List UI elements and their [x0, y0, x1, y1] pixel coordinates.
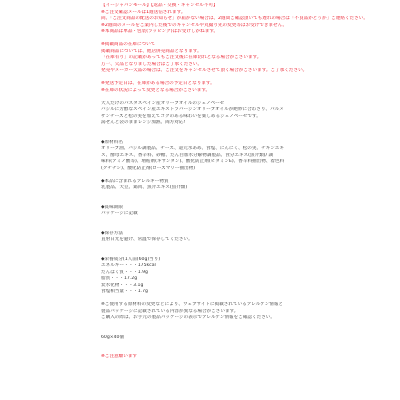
- ingredients-line: 味料(アミノ酸等)、増粘剤(キサンタン)、酸化防止剤(ビタミンE)、香辛料抽出物、着色料: [101, 159, 285, 164]
- notice-line: 尚、「ご注文商品の配送のお知らせ」が届かない場合は、2週間ご確認頂いても遅れの場合は「不良品かどうか」ご連絡ください。: [101, 16, 368, 21]
- ingredients-line: オリーブ油、バジル調製品、チーズ、還元水あめ、食塩、にんにく、松の実、チキンエキ: [101, 146, 284, 151]
- footer-notice-text: ※ご注意願います: [101, 354, 138, 359]
- best-before-heading: ◆賞味期限: [101, 204, 123, 210]
- quantity-text: 60g×40個: [101, 334, 125, 340]
- allergy-disclaimer: [101, 302, 390, 322]
- stock-notice-line: 発売やメーカー欠品の場合は、ご注文をキャンセルさせて頂く場合がございます。ご了承ください。: [101, 68, 308, 73]
- best-before-section: [101, 205, 390, 218]
- ingredients-line: (クチナシ)、酸化防止剤(ローズマリー抽出物): [101, 165, 196, 171]
- allergens-section: [101, 179, 390, 192]
- description-line: 大人だけのパスタスペイン産オリーブオイルのジェノベーゼ: [101, 100, 225, 106]
- order-notice: [101, 3, 390, 36]
- nutrition-row-carbohydrate: 炭水化物・・・3.1g: [101, 282, 144, 288]
- shipping-notice: [101, 81, 390, 94]
- allergens-line: 乳製品、大豆、鶏肉、魚介エキス(魚介類): [101, 185, 188, 190]
- shipping-notice-line: ※発送予定日は、在庫がある場合の予定日となります。: [101, 81, 215, 86]
- stock-notice-line: 万一、欠品となりました場合はご了承ください。: [101, 61, 203, 67]
- ingredients-heading: ◆原材料名: [101, 139, 123, 145]
- storage-line: 直射日光を避け、常温で保存してください。: [101, 237, 193, 242]
- stock-notice-line: 掲載商品については、他店併売商品となります。: [101, 48, 202, 54]
- notice-line: ※ご注文確認メールは1週送信されます。: [101, 9, 186, 15]
- stock-notice-line: ※掲載商品の在庫について: [101, 42, 156, 47]
- disclaimer-line: ご購入の際は、お手元の製品パッケージの表示でアレルゲン情報をご確認ください。: [101, 315, 275, 320]
- stock-notice: [101, 42, 390, 75]
- nutrition-heading: ◆栄養成分(1人前(60g)当り): [101, 256, 161, 262]
- storage-section: [101, 231, 390, 244]
- disclaimer-line: 製品パッケージに記載されている内容が異なる場合がございます。: [101, 308, 239, 314]
- description-line: バジルに芳醇なスペイン産エキストラバージンオリーブオイルが絶妙に合わさり、パルメ: [101, 107, 284, 112]
- ingredients-section: [101, 140, 390, 173]
- quantity-section: [101, 335, 390, 342]
- footer-notice-section: [101, 354, 390, 361]
- notice-line: ※2週間のメールをご案内した後でのキャンセルや丸撮り先の変更等はお受けできません。: [101, 22, 288, 28]
- notice-line: ※本商品は単品・包装(ラッピング)はお受けしかねます。: [101, 29, 219, 34]
- storage-heading: ◆保存方法: [101, 230, 123, 236]
- shipping-notice-line: ※在庫の状況によって変更となる場合がございます。: [101, 87, 211, 93]
- description-line: ザンチーズと松の実を加えてコクのある味わいを楽しめるジェノベーゼです。: [101, 113, 261, 119]
- nutrition-row-protein: たんぱく質・・・1.9g: [101, 269, 148, 275]
- allergens-heading: ◆本品に含まれるアレルギー物質: [101, 178, 169, 184]
- nutrition-section: [101, 257, 390, 296]
- nutrition-row-fat: 脂質・・・17.2g: [101, 276, 138, 281]
- product-description: [101, 101, 390, 127]
- nutrition-row-salt: 食塩相当量・・・1.7g: [101, 289, 148, 294]
- stock-notice-line: 「在庫有り」の記載があってもご注文後に在庫切れとなる場合がございます。: [101, 55, 262, 60]
- ingredients-line: ス、酵母エキス、香辛料、砂糖、たん白加水分解物調製品、食分エキス(魚介類)/ 調: [101, 152, 274, 158]
- notice-line: 【イージャパンモール】【返品・交換・キャンセル不可】: [101, 3, 218, 8]
- description-line: 湯せんと袋のままレンジ加熱、両方対応!: [101, 120, 186, 125]
- best-before-line: パッケージに記載: [101, 211, 138, 216]
- nutrition-row-energy: エネルギー・・・175kcal: [101, 263, 156, 268]
- disclaimer-line: ※ご使用する原材料の変更などにより、ウェブサイトに掲載されているアレルゲン情報と: [101, 302, 284, 307]
